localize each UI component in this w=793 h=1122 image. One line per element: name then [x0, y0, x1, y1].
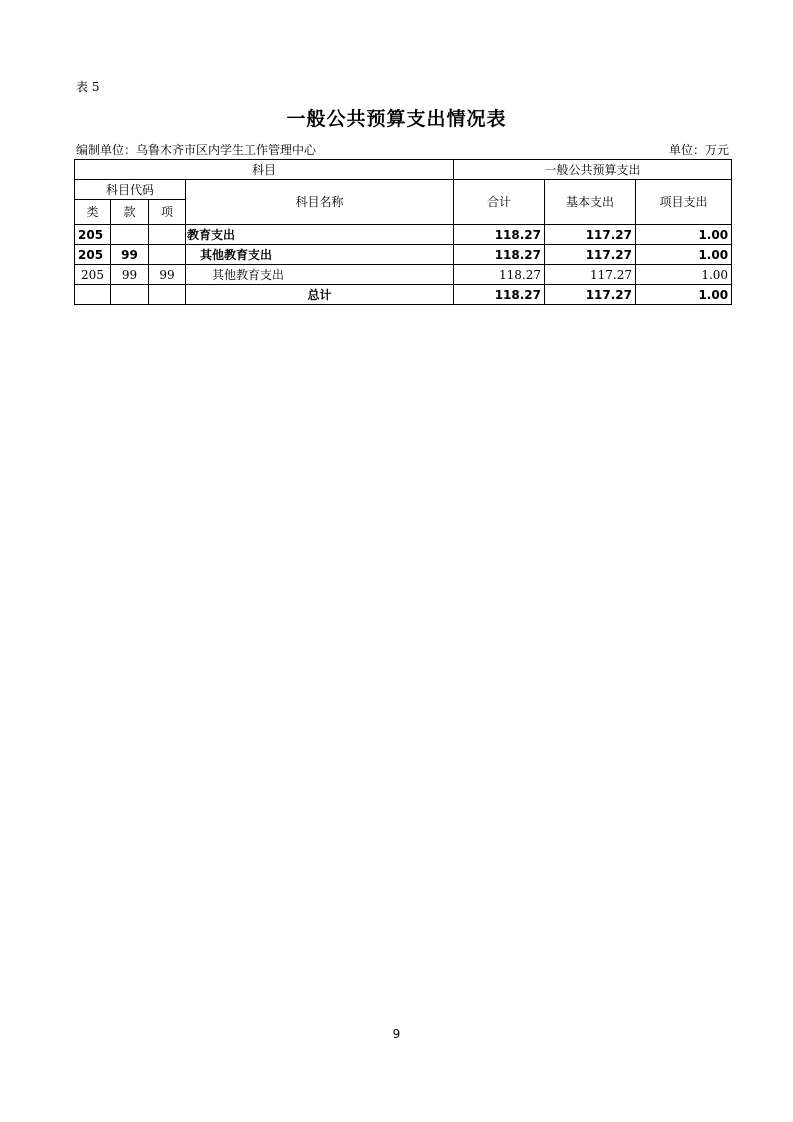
total-row	[75, 285, 732, 305]
table-row	[75, 265, 732, 285]
page-number: 9	[392, 1027, 401, 1041]
cell-basic: 117.27	[545, 245, 636, 265]
cell-kuan: 99	[111, 265, 149, 285]
cell-total: 118.27	[454, 265, 545, 285]
cell-basic: 117.27	[545, 285, 636, 305]
table-number-label: 表 5	[76, 80, 100, 94]
cell-total: 118.27	[454, 285, 545, 305]
currency-unit: 单位：万元	[668, 143, 729, 157]
table-row	[75, 245, 732, 265]
header-project: 项目支出	[636, 180, 732, 225]
cell-kuan	[111, 225, 149, 245]
cell-total-label: 总计	[186, 285, 454, 305]
header-subject: 科目	[75, 160, 454, 180]
document-title: 一般公共预算支出情况表	[286, 108, 507, 130]
cell-name: 教育支出	[186, 225, 454, 245]
unit-info-row	[76, 141, 729, 158]
cell-xiang	[149, 225, 186, 245]
cell-name: 其他教育支出	[186, 245, 454, 265]
cell-project: 1.00	[636, 245, 732, 265]
budget-expenditure-table	[74, 159, 732, 305]
header-subject-name: 科目名称	[186, 180, 454, 225]
cell-project: 1.00	[636, 285, 732, 305]
header-budget-group: 一般公共预算支出	[454, 160, 732, 180]
header-xiang: 项	[149, 200, 186, 225]
cell-name: 其他教育支出	[186, 265, 454, 285]
cell-lei: 205	[75, 225, 111, 245]
cell-project: 1.00	[636, 265, 732, 285]
cell-basic: 117.27	[545, 265, 636, 285]
cell-lei: 205	[75, 265, 111, 285]
cell-kuan: 99	[111, 245, 149, 265]
table-row	[75, 225, 732, 245]
cell-total: 118.27	[454, 225, 545, 245]
cell-xiang: 99	[149, 265, 186, 285]
cell-basic: 117.27	[545, 225, 636, 245]
cell-total: 118.27	[454, 245, 545, 265]
header-lei: 类	[75, 200, 111, 225]
cell-xiang	[149, 245, 186, 265]
cell-project: 1.00	[636, 225, 732, 245]
header-basic: 基本支出	[545, 180, 636, 225]
compiling-unit: 编制单位：乌鲁木齐市区内学生工作管理中心	[76, 143, 317, 157]
header-kuan: 款	[111, 200, 149, 225]
cell-lei: 205	[75, 245, 111, 265]
header-code-group: 科目代码	[75, 180, 186, 200]
header-total: 合计	[454, 180, 545, 225]
